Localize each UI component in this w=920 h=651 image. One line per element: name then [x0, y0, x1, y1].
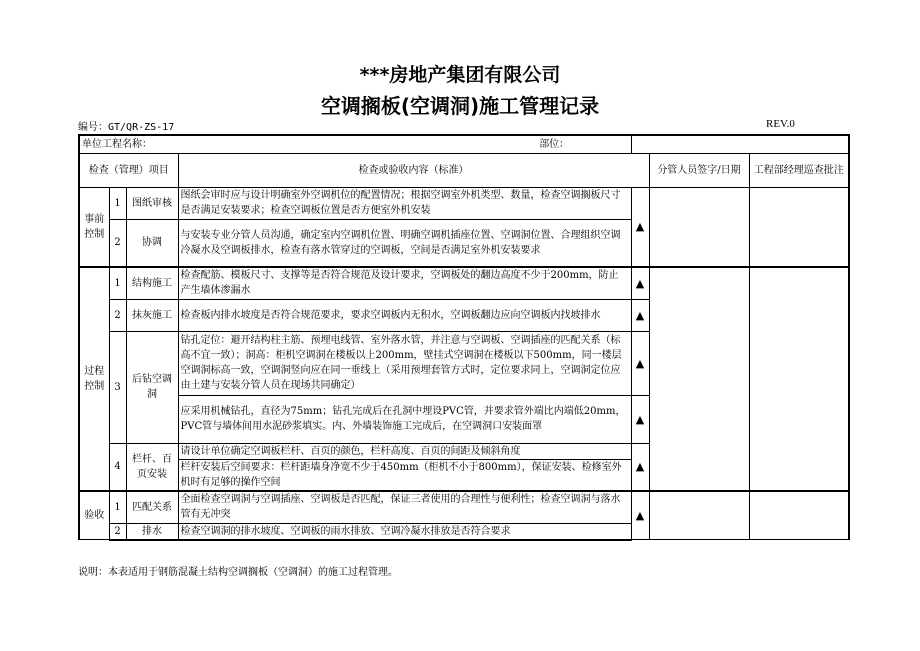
item-content: 检查配筋、模板尺寸、支撑等是否符合规范及设计要求，空调板处的翻边高度不少于200mm，防止产生墙体渗漏水 — [178, 267, 631, 299]
mark-icon: ▲ — [631, 395, 649, 443]
row-no: 1 — [109, 491, 126, 523]
footnote: 说明：本表适用于钢筋混凝土结构空调搁板（空调洞）的施工过程管理。 — [78, 567, 398, 578]
row-no: 4 — [109, 443, 126, 491]
mark-icon: ▲ — [631, 443, 649, 491]
review-cell[interactable] — [749, 267, 849, 491]
item-name: 协调 — [126, 219, 178, 267]
group-acceptance: 验收 — [79, 491, 109, 540]
item-name: 图纸审核 — [126, 187, 178, 219]
item-content: 图纸会审时应与设计明确室外空调机位的配置情况；根据空调室外机类型、数量，检查空调搁板尺寸是否满足安装要求；检查空调板位置是否方便室外机安装 — [178, 187, 631, 219]
mark-icon: ▲ — [631, 331, 649, 395]
record-table — [78, 134, 850, 541]
review-cell[interactable] — [749, 187, 849, 267]
row-no: 1 — [109, 187, 126, 219]
item-name: 栏杆、百页安装 — [126, 443, 178, 491]
item-name: 结构施工 — [126, 267, 178, 299]
header-review: 工程部经理巡查批注 — [749, 153, 849, 187]
item-content: 检查板内排水坡度是否符合规范要求，要求空调板内无积水，空调板翻边应向空调板内找坡排水 — [178, 299, 631, 331]
item-content: 全面检查空调洞与空调插座、空调板是否匹配，保证三者使用的合理性与便利性；检查空调洞与落水管有无冲突 — [178, 491, 631, 523]
row-no: 2 — [109, 219, 126, 267]
sign-cell[interactable] — [649, 267, 749, 491]
item-content: 钻孔定位：避开结构柱主筋、预埋电线管、室外落水管，并注意与空调板、空调插座的匹配关系（标高不宜一致）；洞高：柜机空调洞在楼板以上200mm，壁挂式空调洞在楼板以下500mm，同一楼层空调洞标高一致，空调洞竖向应在同一垂线上（采用预埋套管方式时，定位要求同上，空调洞定位应由土建与安装分管人员在现场共同确定） — [178, 331, 631, 395]
revision: REV.0 — [766, 118, 795, 130]
company-title: ***房地产集团有限公司 — [359, 64, 561, 86]
item-name: 后钻空调洞 — [126, 331, 178, 443]
item-content: 检查空调洞的排水坡度、空调板的雨水排放、空调冷凝水排放是否符合要求 — [178, 523, 631, 540]
item-name: 匹配关系 — [126, 491, 178, 523]
item-name: 排水 — [126, 523, 178, 540]
item-content: 栏杆安装后空间要求：栏杆距墙身净宽不少于450mm（柜机不小于800mm），保证安装、检修室外机时有足够的操作空间 — [178, 459, 631, 491]
header-sign: 分管人员签字/日期 — [649, 153, 749, 187]
header-content: 检查或验收内容（标准） — [178, 153, 649, 187]
unit-name-cell — [79, 135, 631, 153]
row-no: 2 — [109, 299, 126, 331]
unit-name-blank — [631, 135, 849, 153]
item-content: 与安装专业分管人员沟通，确定室内空调机位置、明确空调机插座位置、空调洞位置、合理组织空调冷凝水及空调板排水，检查有落水管穿过的空调板，空间是否满足室外机安装要求 — [178, 219, 631, 267]
doc-code: 编号：GT/QR-ZS-17 — [78, 122, 175, 133]
unit-name-label: 单位工程名称： — [82, 138, 152, 150]
mark-icon: ▲ — [631, 267, 649, 299]
mark-icon: ▲ — [631, 299, 649, 331]
group-pre-control: 事前控制 — [79, 187, 109, 267]
sign-cell[interactable] — [649, 187, 749, 267]
mark-icon: ▲ — [631, 491, 649, 540]
item-name: 抹灰施工 — [126, 299, 178, 331]
sign-cell[interactable] — [649, 491, 749, 540]
header-item: 检查（管理）项目 — [79, 153, 178, 187]
row-no: 3 — [109, 331, 126, 443]
form-title: 空调搁板(空调洞)施工管理记录 — [320, 94, 600, 118]
location-label: 部位： — [539, 138, 570, 150]
mark-icon: ▲ — [631, 187, 649, 267]
review-cell[interactable] — [749, 491, 849, 540]
item-content: 应采用机械钻孔，直径为75mm；钻孔完成后在孔洞中埋设PVC管，并要求管外端比内端低20mm，PVC管与墙体间用水泥砂浆填实。内、外墙装饰施工完成后，在空调洞口安装面罩 — [178, 395, 631, 443]
row-no: 1 — [109, 267, 126, 299]
item-content: 请设计单位确定空调板栏杆、百页的颜色，栏杆高度、百页的间距及倾斜角度 — [178, 443, 631, 459]
group-process-control: 过程控制 — [79, 267, 109, 491]
row-no: 2 — [109, 523, 126, 540]
